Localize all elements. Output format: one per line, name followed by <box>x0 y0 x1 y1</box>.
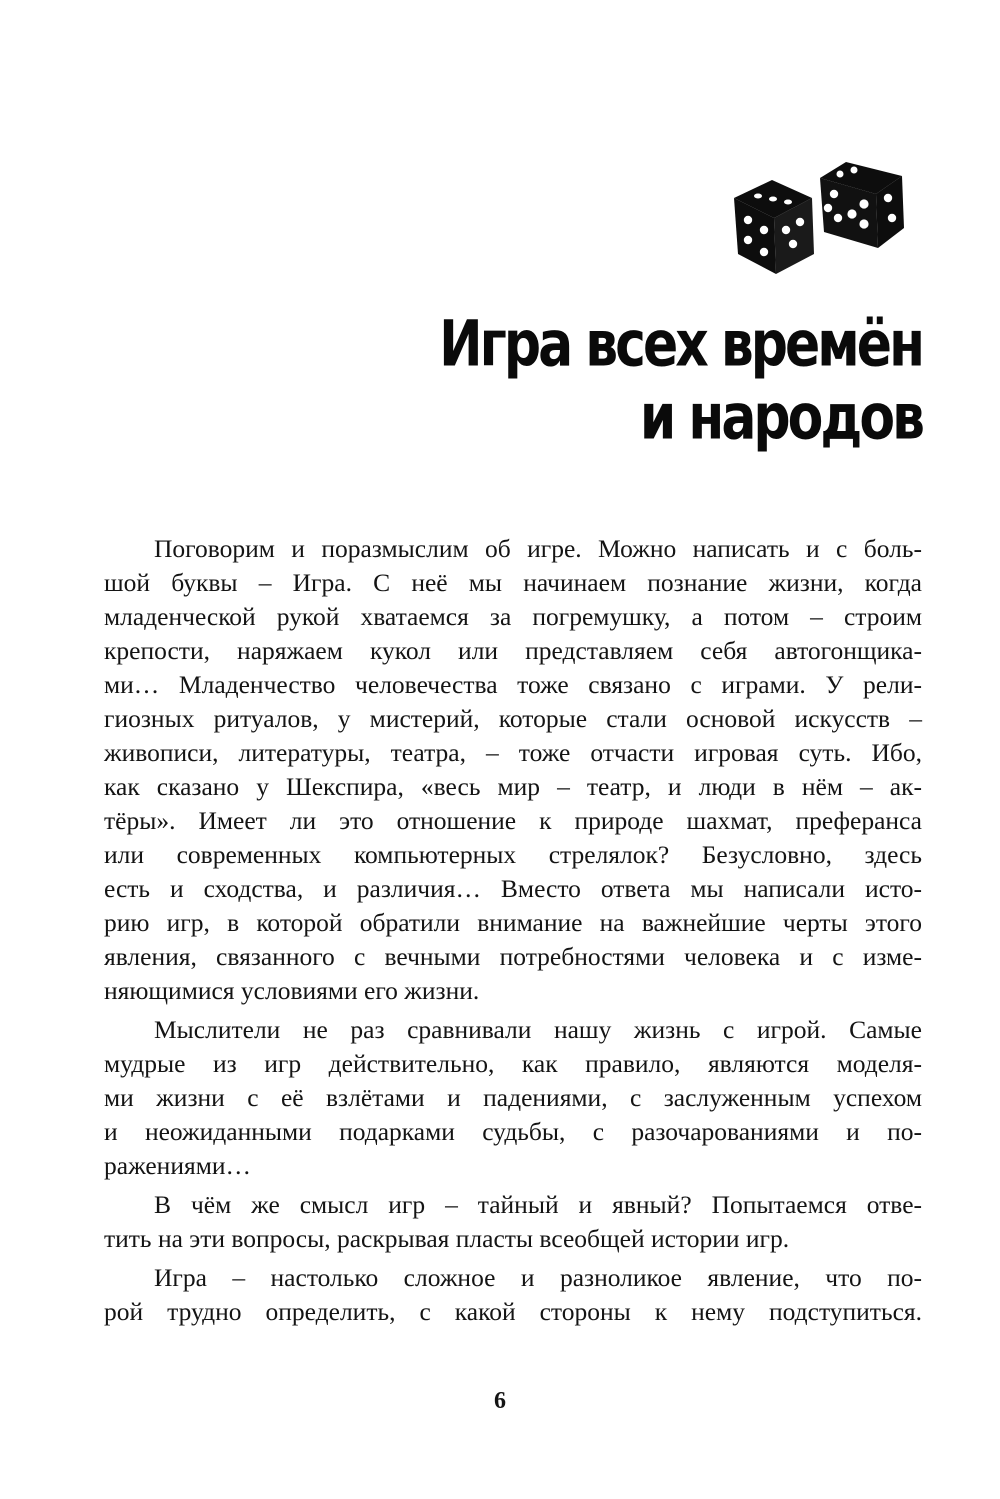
text-line: живописи, литературы, театра, – тоже отчасти игровая суть. Ибо, <box>104 738 922 767</box>
text-line: шой буквы – Игра. С неё мы начинаем познание жизни, когда <box>104 568 922 597</box>
text-line: тить на эти вопросы, раскрывая пласты всеобщей истории игр. <box>104 1224 790 1253</box>
text-line: как сказано у Шекспира, «весь мир – театр, и люди в нём – ак- <box>104 772 922 801</box>
chapter-title-line-1: Игра всех времён <box>439 308 922 382</box>
left-die <box>734 180 814 274</box>
chapter-title <box>439 308 922 454</box>
text-line: ми… Младенчество человечества тоже связано с играми. У рели- <box>104 670 922 699</box>
text-line: или современных компьютерных стрелялок? Безусловно, здесь <box>104 840 922 869</box>
page-number: 6 <box>494 1388 506 1414</box>
dice-icon <box>728 158 908 276</box>
text-line: ми жизни с её взлётами и падениями, с заслуженным успехом <box>104 1083 922 1112</box>
chapter-title-line-2: и народов <box>639 381 922 455</box>
text-line: Мыслители не раз сравнивали нашу жизнь с игрой. Самые <box>154 1015 922 1044</box>
text-line: рой трудно определить, с какой стороны к нему подступиться. <box>104 1297 922 1326</box>
text-line: гиозных ритуалов, у мистерий, которые стали основой искусств – <box>104 704 922 733</box>
text-line: явления, связанного с вечными потребностями человека и с изме- <box>104 942 922 971</box>
text-line: В чём же смысл игр – тайный и явный? Попытаемся отве- <box>154 1190 922 1219</box>
paragraph-2 <box>104 1013 922 1183</box>
text-line: Игра – настолько сложное и разноликое явление, что по- <box>154 1263 922 1292</box>
text-line: няющимися условиями его жизни. <box>104 976 480 1005</box>
paragraph-1 <box>104 532 922 1008</box>
text-line: мудрые из игр действительно, как правило, являются моделя- <box>104 1049 922 1078</box>
text-line: ражениями… <box>104 1151 251 1180</box>
text-line: тёры». Имеет ли это отношение к природе шахмат, преферанса <box>104 806 922 835</box>
text-line: есть и сходства, и различия… Вместо ответа мы написали исто- <box>104 874 922 903</box>
paragraph-4 <box>104 1261 922 1329</box>
right-die <box>820 162 904 248</box>
text-line: крепости, наряжаем кукол или представляем себя автогонщика- <box>104 636 922 665</box>
text-line: Поговорим и поразмыслим об игре. Можно написать и с боль- <box>154 534 922 563</box>
body-text <box>104 532 922 1334</box>
paragraph-3 <box>104 1188 922 1256</box>
text-line: рию игр, в которой обратили внимание на важнейшие черты этого <box>104 908 922 937</box>
text-line: и неожиданными подарками судьбы, с разочарованиями и по- <box>104 1117 922 1146</box>
text-line: младенческой рукой хватаемся за погремушку, а потом – строим <box>104 602 922 631</box>
